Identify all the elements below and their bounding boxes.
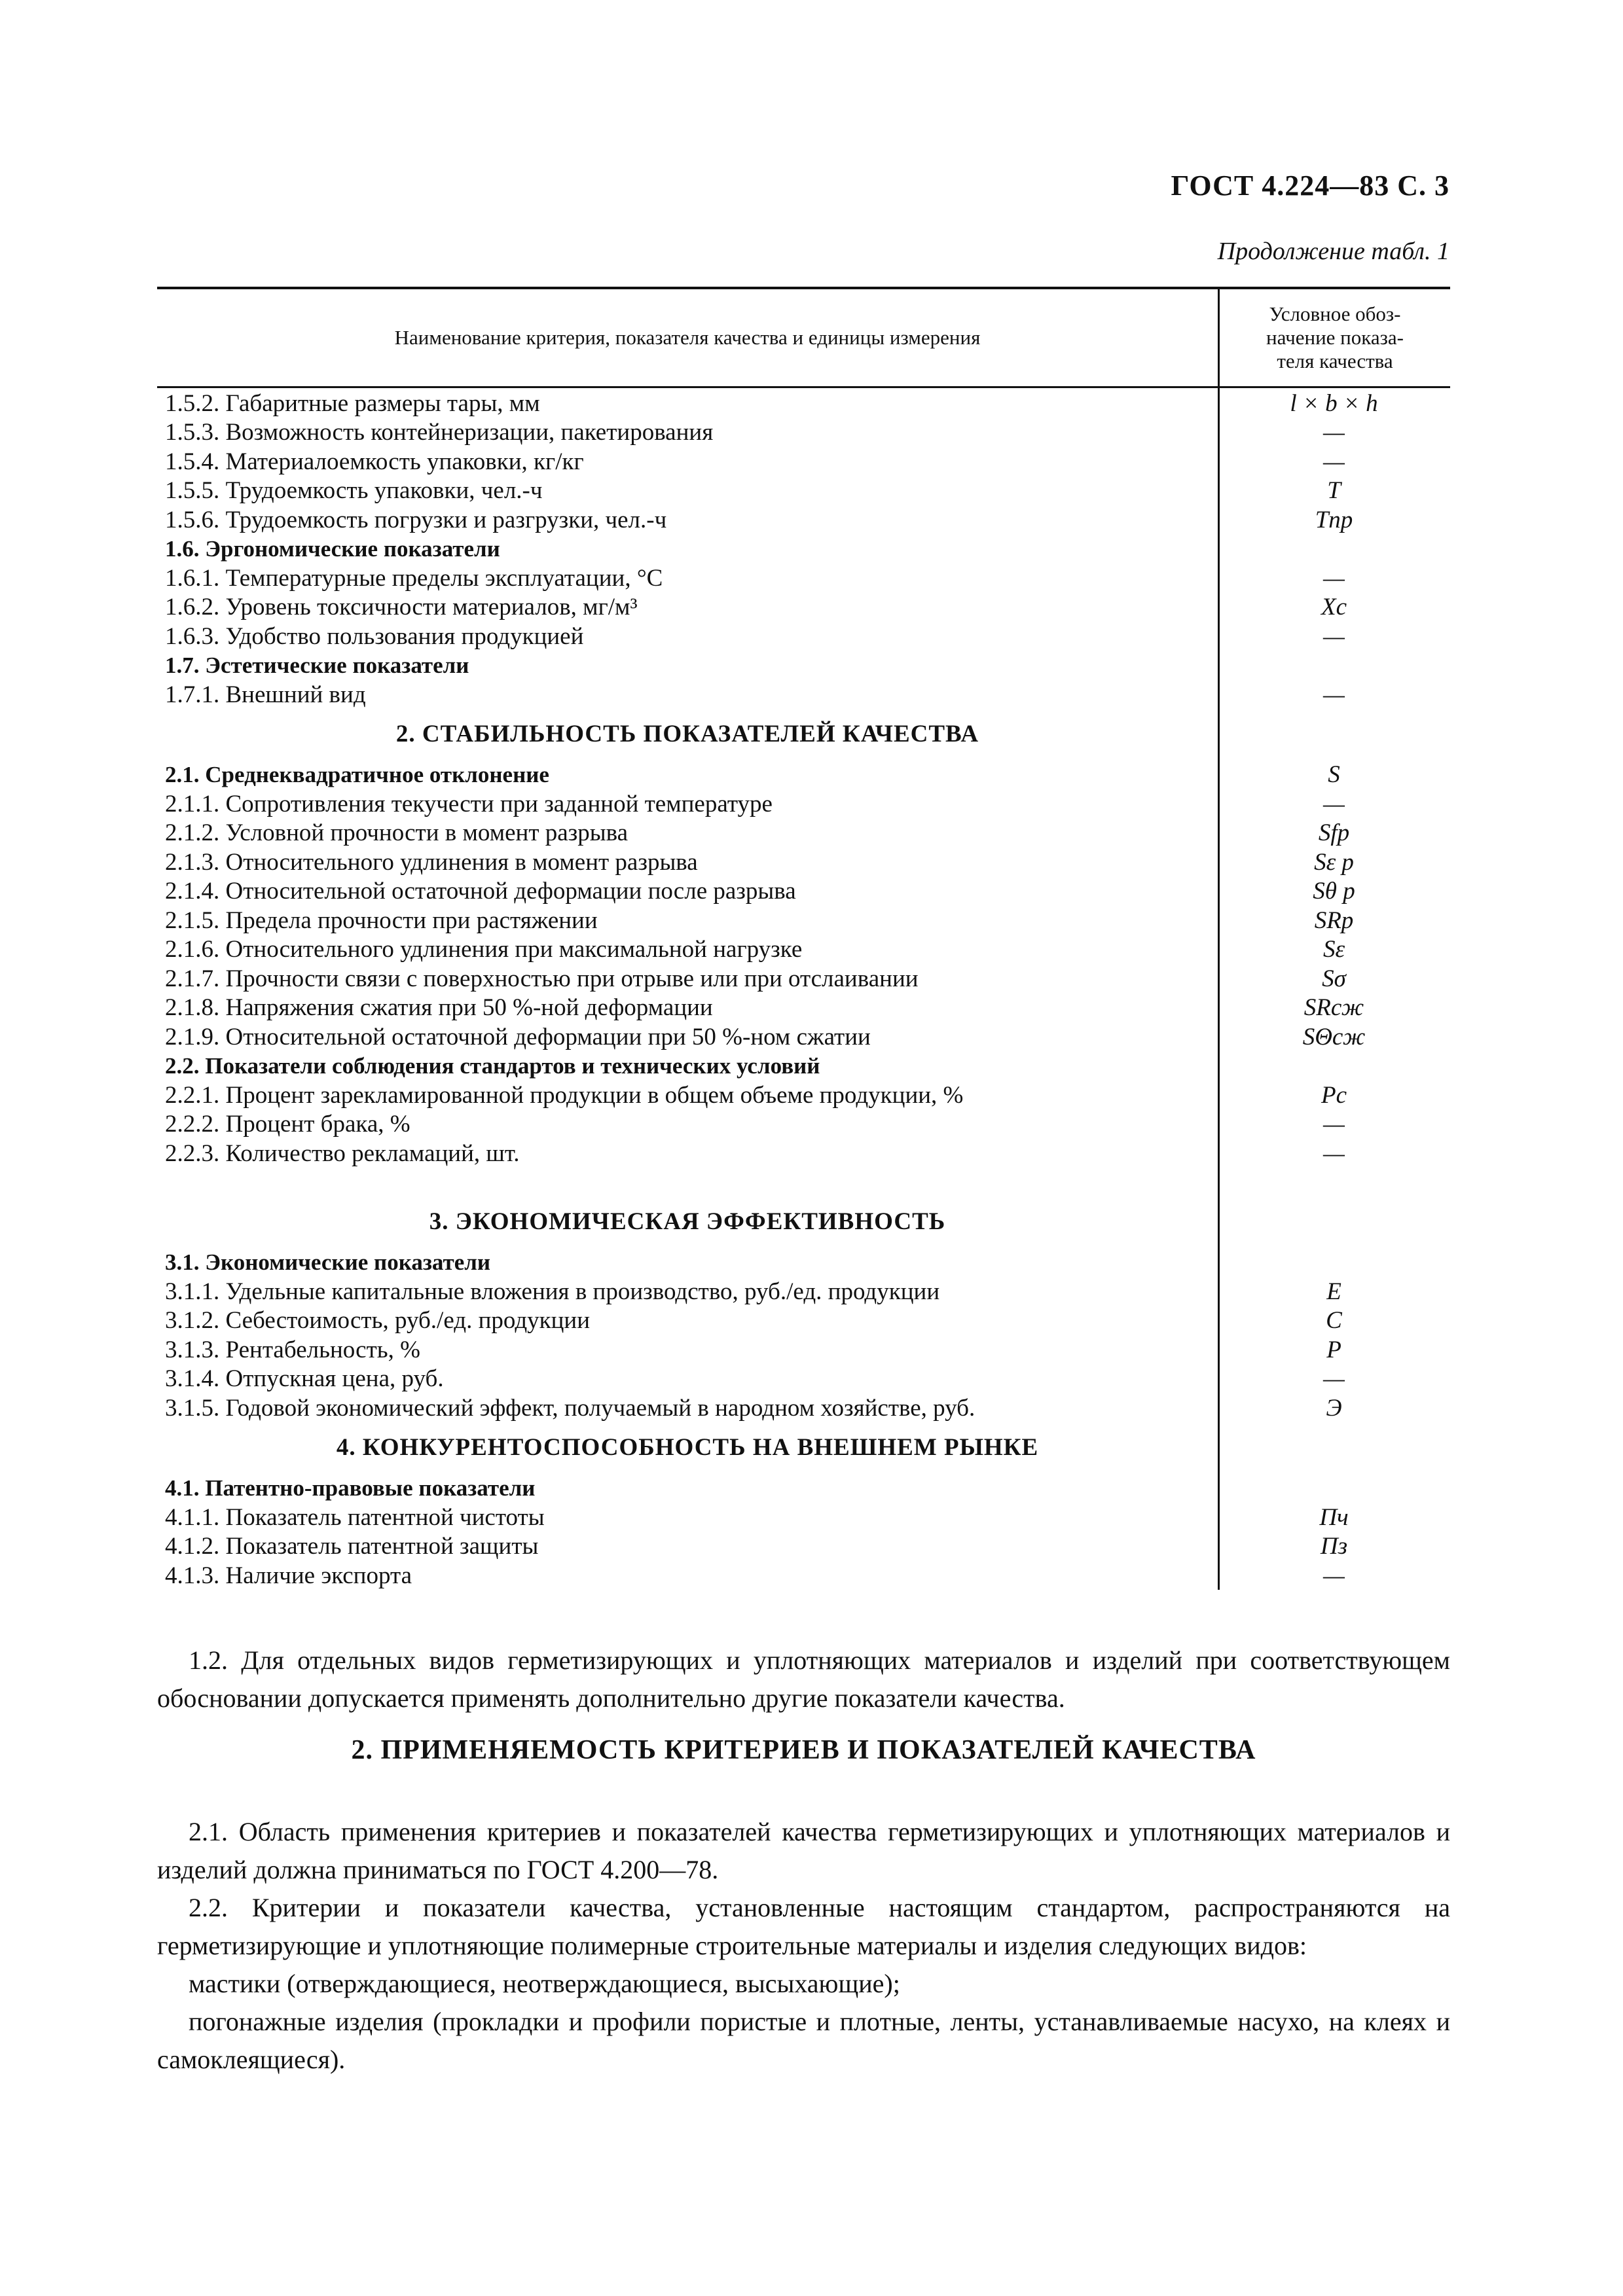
indicator-symbol: Pc (1321, 1081, 1347, 1109)
indicator-symbol: Sθ р (1313, 878, 1355, 905)
paragraph-list-item: погонажные изделия (прокладки и профили пористые и плотные, ленты, устанавливаемые насухо, на клеях и самоклеящиеся). (157, 2007, 1450, 2074)
table-row (157, 876, 1450, 906)
section-2-body (157, 1813, 1450, 2079)
indicator-symbol: SRсж (1304, 994, 1364, 1021)
table-row (157, 789, 1450, 818)
indicator-symbol: Xc (1321, 594, 1347, 620)
indicator-symbol: — (1323, 681, 1345, 708)
indicator-symbol: E (1326, 1278, 1341, 1305)
table-row (157, 1560, 1450, 1590)
indicator-symbol: — (1323, 564, 1345, 592)
table-row (157, 1532, 1450, 1561)
indicator-name: 4.1. Патентно-правовые показатели (165, 1475, 536, 1501)
indicator-symbol: T (1327, 477, 1341, 504)
indicator-symbol: Tпр (1315, 506, 1353, 533)
indicator-name: 2.1.4. Относительной остаточной деформации после разрыва (165, 878, 796, 905)
indicator-name: 1.5.6. Трудоемкость погрузки и разгрузки, чел.-ч (165, 506, 667, 533)
indicator-name: 1.5.4. Материалоемкость упаковки, кг/кг (165, 448, 584, 475)
page-header-code: ГОСТ 4.224—83 С. 3 (1171, 170, 1450, 202)
table-row (157, 446, 1450, 476)
table-row (157, 592, 1450, 622)
indicator-symbol: Sσ (1322, 965, 1346, 992)
indicator-name: 3.1.1. Удельные капитальные вложения в производство, руб./ед. продукции (165, 1278, 940, 1305)
paragraph-2-1: 2.1. Область применения критериев и показателей качества герметизирующих и уплотняющих материалов и изделий должна приниматься по ГОСТ 4.200—78. (157, 1817, 1450, 1884)
indicator-name: 1.7. Эстетические показатели (165, 653, 469, 678)
table-row (157, 1080, 1450, 1109)
table-row (157, 1502, 1450, 1532)
indicator-symbol: SΘсж (1302, 1023, 1366, 1050)
indicator-name: 2.2. Показатели соблюдения стандартов и технических условий (165, 1053, 820, 1079)
table-row (157, 818, 1450, 848)
table-row (157, 1306, 1450, 1335)
table-row (157, 1393, 1450, 1422)
indicator-name: 4.1.1. Показатель патентной чистоты (165, 1503, 545, 1531)
table-row (157, 1109, 1450, 1139)
table-section-title (157, 709, 1450, 760)
indicator-name: 1.6.1. Температурные пределы эксплуатации, °С (165, 564, 663, 592)
table-spacer (157, 1168, 1450, 1196)
indicator-name: 2.2.1. Процент зарекламированной продукции в общем объеме продукции, % (165, 1081, 964, 1109)
indicator-symbol: l × b × h (1290, 389, 1378, 417)
indicator-name: 1.5.5. Трудоемкость упаковки, чел.-ч (165, 477, 543, 504)
table-row (157, 963, 1450, 993)
table-header (157, 289, 1450, 388)
indicator-symbol: Пч (1319, 1503, 1349, 1531)
indicator-name: 1.5.3. Возможность контейнеризации, пакетирования (165, 419, 714, 446)
section-title-text: 2. СТАБИЛЬНОСТЬ ПОКАЗАТЕЛЕЙ КАЧЕСТВА (395, 721, 979, 747)
column-header-symbol-line: начение показа- (1266, 326, 1404, 349)
indicator-symbol: — (1323, 1139, 1345, 1167)
table-row (157, 563, 1450, 592)
indicator-name: 2.1.9. Относительной остаточной деформации при 50 %-ном сжатии (165, 1023, 871, 1050)
indicator-name: 3.1.4. Отпускная цена, руб. (165, 1365, 444, 1392)
indicator-symbol: Sfp (1318, 819, 1350, 846)
table-row (157, 1247, 1450, 1277)
paragraph-2-2: 2.2. Критерии и показатели качества, установленные настоящим стандартом, распространяются на герметизирующие и уплотняющие полимерные строительные материалы и изделия следующих видов: (157, 1893, 1450, 1960)
indicator-symbol: SRp (1314, 906, 1354, 934)
table-row (157, 1335, 1450, 1364)
indicator-name: 4.1.3. Наличие экспорта (165, 1562, 412, 1589)
table-section-title (157, 1196, 1450, 1247)
table-row (157, 621, 1450, 651)
column-header-name: Наименование критерия, показателя качества и единицы измерения (157, 289, 1220, 386)
table-row (157, 1022, 1450, 1051)
table-continuation-label: Продолжение табл. 1 (1217, 238, 1450, 265)
indicator-name: 1.7.1. Внешний вид (165, 681, 366, 708)
table-row (157, 1364, 1450, 1393)
indicator-symbol: — (1323, 448, 1345, 475)
section-heading-2: 2. ПРИМЕНЯЕМОСТЬ КРИТЕРИЕВ И ПОКАЗАТЕЛЕЙ КАЧЕСТВА (351, 1735, 1256, 1765)
indicator-symbol: — (1323, 790, 1345, 817)
indicator-name: 3.1.5. Годовой экономический эффект, получаемый в народном хозяйстве, руб. (165, 1394, 976, 1422)
indicator-name: 2.1.6. Относительного удлинения при максимальной нагрузке (165, 936, 803, 963)
indicator-name: 3.1. Экономические показатели (165, 1249, 491, 1275)
indicator-symbol: — (1323, 1111, 1345, 1138)
indicator-symbol: Э (1326, 1394, 1342, 1422)
indicator-name: 2.1.7. Прочности связи с поверхностью при отрыве или при отслаивании (165, 965, 919, 992)
indicator-name: 2.1.5. Предела прочности при растяжении (165, 906, 598, 934)
indicator-symbol: — (1323, 1562, 1345, 1589)
indicator-symbol: Пз (1320, 1533, 1348, 1560)
column-header-symbol-line: Условное обоз- (1269, 302, 1401, 325)
indicator-name: 3.1.3. Рентабельность, % (165, 1336, 420, 1363)
indicator-symbol: S (1328, 761, 1340, 788)
table-section-title (157, 1422, 1450, 1473)
table-row (157, 534, 1450, 564)
table-row (157, 651, 1450, 680)
table-row (157, 418, 1450, 447)
indicator-name: 2.1.1. Сопротивления текучести при заданной температуре (165, 790, 773, 817)
table-row (157, 388, 1450, 418)
column-header-symbol (1220, 289, 1450, 386)
section-title-text: 3. ЭКОНОМИЧЕСКАЯ ЭФФЕКТИВНОСТЬ (429, 1208, 946, 1235)
table-row (157, 679, 1450, 709)
paragraph-list-item: мастики (отверждающиеся, неотверждающиеся, высыхающие); (189, 1969, 900, 1998)
table-row (157, 476, 1450, 505)
indicator-name: 1.6.2. Уровень токсичности материалов, мг/м³ (165, 594, 638, 620)
indicator-name: 2.2.2. Процент брака, % (165, 1111, 410, 1138)
indicator-name: 1.6. Эргономические показатели (165, 536, 500, 562)
indicator-name: 2.1. Среднеквадратичное отклонение (165, 762, 549, 787)
indicator-symbol: Sε (1322, 936, 1345, 963)
indicator-symbol: — (1323, 622, 1345, 650)
quality-indicators-table (157, 287, 1450, 1590)
indicator-name: 2.1.2. Условной прочности в момент разрыва (165, 819, 629, 846)
indicator-symbol: Sε р (1314, 848, 1354, 876)
indicator-name: 1.5.2. Габаритные размеры тары, мм (165, 389, 540, 417)
paragraph-1-2: 1.2. Для отдельных видов герметизирующих и уплотняющих материалов и изделий при соответствующем обосновании допускается применять дополнительно другие показатели качества. (157, 1645, 1450, 1713)
indicator-name: 2.2.3. Количество рекламаций, шт. (165, 1139, 520, 1167)
table-row (157, 847, 1450, 876)
indicator-name: 2.1.8. Напряжения сжатия при 50 %-ной деформации (165, 994, 713, 1021)
indicator-name: 4.1.2. Показатель патентной защиты (165, 1533, 539, 1560)
indicator-symbol: C (1326, 1307, 1342, 1334)
table-row (157, 760, 1450, 789)
table-row (157, 993, 1450, 1022)
table-row (157, 1276, 1450, 1306)
indicator-symbol: P (1326, 1336, 1341, 1363)
indicator-name: 2.1.3. Относительного удлинения в момент разрыва (165, 848, 698, 876)
table-row (157, 1473, 1450, 1503)
table-row (157, 1138, 1450, 1168)
table-row (157, 935, 1450, 964)
indicator-name: 3.1.2. Себестоимость, руб./ед. продукции (165, 1307, 591, 1334)
section-title-text: 4. КОНКУРЕНТОСПОСОБНОСТЬ НА ВНЕШНЕМ РЫНКЕ (336, 1434, 1039, 1461)
table-row (157, 1051, 1450, 1081)
indicator-symbol: — (1323, 1365, 1345, 1392)
table-row (157, 905, 1450, 935)
indicator-symbol: — (1323, 419, 1345, 446)
table-body (157, 388, 1450, 1590)
indicator-name: 1.6.3. Удобство пользования продукцией (165, 622, 584, 650)
table-row (157, 505, 1450, 534)
column-header-symbol-line: теля качества (1277, 350, 1393, 372)
